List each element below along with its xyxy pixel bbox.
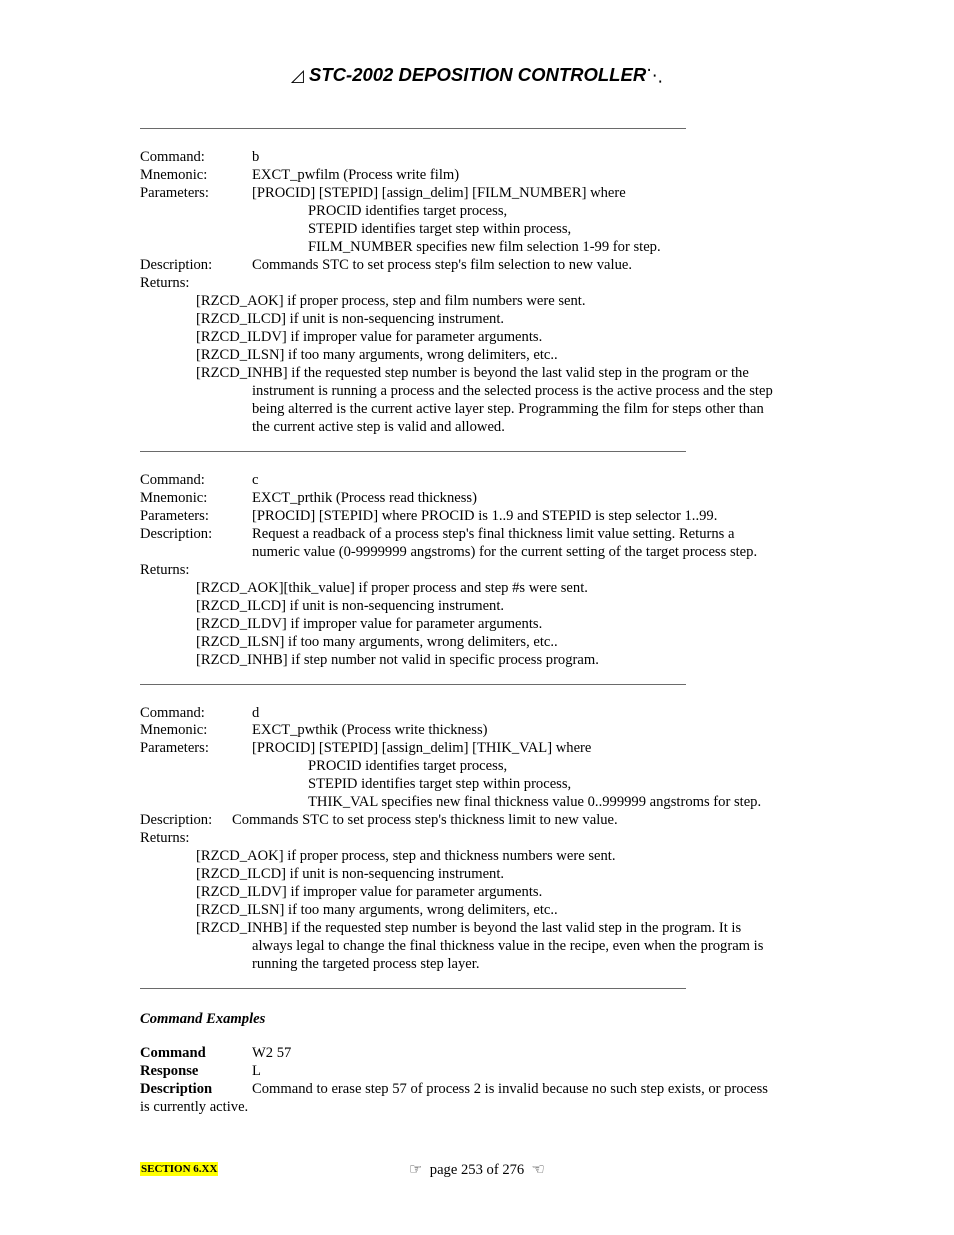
return-code: [RZCD_INHB] if step number not valid in specific process program. bbox=[196, 652, 599, 668]
mnemonic-label: Mnemonic: bbox=[140, 722, 208, 738]
return-code: [RZCD_ILCD] if unit is non-sequencing instrument. bbox=[196, 311, 505, 327]
parameters-value: [PROCID] [STEPID] [assign_delim] [FILM_NUMBER] where bbox=[252, 185, 626, 201]
example-description-label: Description bbox=[140, 1081, 213, 1097]
pointing-hand-left-icon: ☜ bbox=[531, 1160, 545, 1178]
command-label: Command: bbox=[140, 472, 205, 488]
description-value: Request a readback of a process step's final thickness limit value setting. Returns a bbox=[252, 526, 735, 542]
mnemonic-label: Mnemonic: bbox=[140, 490, 208, 506]
param-line: THIK_VAL specifies new final thickness value 0..999999 angstroms for step. bbox=[308, 794, 762, 810]
divider-rule bbox=[140, 128, 686, 129]
command-label: Command: bbox=[140, 705, 205, 721]
example-response-label: Response bbox=[140, 1063, 199, 1079]
divider-rule bbox=[140, 684, 686, 685]
parameters-value: [PROCID] [STEPID] [assign_delim] [THIK_VAL] where bbox=[252, 740, 592, 756]
return-code: [RZCD_AOK][thik_value] if proper process and step #s were sent. bbox=[196, 580, 588, 596]
return-continuation: instrument is running a process and the selected process is the active process and the step bbox=[252, 383, 773, 399]
return-code: [RZCD_ILDV] if improper value for parameter arguments. bbox=[196, 329, 543, 345]
command-label: Command: bbox=[140, 149, 205, 165]
pointing-hand-right-icon: ☞ bbox=[409, 1160, 423, 1178]
mnemonic-value: EXCT_prthik (Process read thickness) bbox=[252, 490, 477, 506]
examples-heading: Command Examples bbox=[140, 1011, 266, 1027]
page-header bbox=[0, 64, 954, 86]
return-continuation: running the targeted process step layer. bbox=[252, 956, 480, 972]
command-value: b bbox=[252, 149, 260, 165]
left-decoration-icon: ◿ bbox=[290, 66, 304, 85]
page-footer bbox=[0, 1160, 954, 1179]
return-code: [RZCD_ILSN] if too many arguments, wrong delimiters, etc.. bbox=[196, 634, 558, 650]
mnemonic-value: EXCT_pwthik (Process write thickness) bbox=[252, 722, 488, 738]
document-title: STC-2002 DEPOSITION CONTROLLER bbox=[309, 64, 647, 85]
parameters-label: Parameters: bbox=[140, 185, 209, 201]
return-continuation: always legal to change the final thickness value in the recipe, even when the program is bbox=[252, 938, 764, 954]
param-line: STEPID identifies target step within process, bbox=[308, 776, 572, 792]
page-number: page 253 of 276 bbox=[429, 1162, 525, 1178]
returns-label: Returns: bbox=[140, 830, 190, 846]
description-continuation: numeric value (0-9999999 angstroms) for the current setting of the target process step. bbox=[252, 544, 758, 560]
example-response-value: L bbox=[252, 1063, 261, 1079]
description-value: Commands STC to set process step's thickness limit to new value. bbox=[232, 812, 618, 828]
param-line: PROCID identifies target process, bbox=[308, 203, 508, 219]
return-continuation: the current active step is valid and allowed. bbox=[252, 419, 505, 435]
description-label: Description: bbox=[140, 257, 213, 273]
return-code: [RZCD_ILDV] if improper value for parameter arguments. bbox=[196, 616, 543, 632]
description-label: Description: bbox=[140, 812, 213, 828]
section-badge: SECTION 6.XX bbox=[141, 1163, 218, 1175]
returns-label: Returns: bbox=[140, 275, 190, 291]
description-value: Commands STC to set process step's film selection to new value. bbox=[252, 257, 632, 273]
divider-rule bbox=[140, 988, 686, 989]
return-continuation: being alterred is the current active layer step. Programming the film for steps other than bbox=[252, 401, 764, 417]
example-command-value: W2 57 bbox=[252, 1045, 292, 1061]
command-value: c bbox=[252, 472, 259, 488]
mnemonic-value: EXCT_pwfilm (Process write film) bbox=[252, 167, 460, 183]
example-command-label: Command bbox=[140, 1045, 206, 1061]
return-code: [RZCD_ILDV] if improper value for parameter arguments. bbox=[196, 884, 543, 900]
returns-label: Returns: bbox=[140, 562, 190, 578]
command-value: d bbox=[252, 705, 260, 721]
parameters-value: [PROCID] [STEPID] where PROCID is 1..9 and STEPID is step selector 1..99. bbox=[252, 508, 718, 524]
return-code: [RZCD_ILSN] if too many arguments, wrong delimiters, etc.. bbox=[196, 347, 558, 363]
return-code: [RZCD_ILCD] if unit is non-sequencing instrument. bbox=[196, 866, 505, 882]
param-line: PROCID identifies target process, bbox=[308, 758, 508, 774]
return-code: [RZCD_INHB] if the requested step number is beyond the last valid step in the program. It is bbox=[196, 920, 742, 936]
return-code: [RZCD_INHB] if the requested step number is beyond the last valid step in the program or the bbox=[196, 365, 749, 381]
example-description-value: Command to erase step 57 of process 2 is invalid because no such step exists, or process bbox=[252, 1081, 768, 1097]
right-decoration-icon: ⋱ bbox=[646, 66, 664, 85]
divider-rule bbox=[140, 451, 686, 452]
parameters-label: Parameters: bbox=[140, 740, 209, 756]
return-code: [RZCD_AOK] if proper process, step and thickness numbers were sent. bbox=[196, 848, 616, 864]
example-description-continuation: is currently active. bbox=[140, 1099, 249, 1115]
return-code: [RZCD_ILCD] if unit is non-sequencing instrument. bbox=[196, 598, 505, 614]
description-label: Description: bbox=[140, 526, 213, 542]
mnemonic-label: Mnemonic: bbox=[140, 167, 208, 183]
param-line: FILM_NUMBER specifies new film selection 1-99 for step. bbox=[308, 239, 661, 255]
param-line: STEPID identifies target step within process, bbox=[308, 221, 572, 237]
return-code: [RZCD_AOK] if proper process, step and film numbers were sent. bbox=[196, 293, 586, 309]
return-code: [RZCD_ILSN] if too many arguments, wrong delimiters, etc.. bbox=[196, 902, 558, 918]
parameters-label: Parameters: bbox=[140, 508, 209, 524]
